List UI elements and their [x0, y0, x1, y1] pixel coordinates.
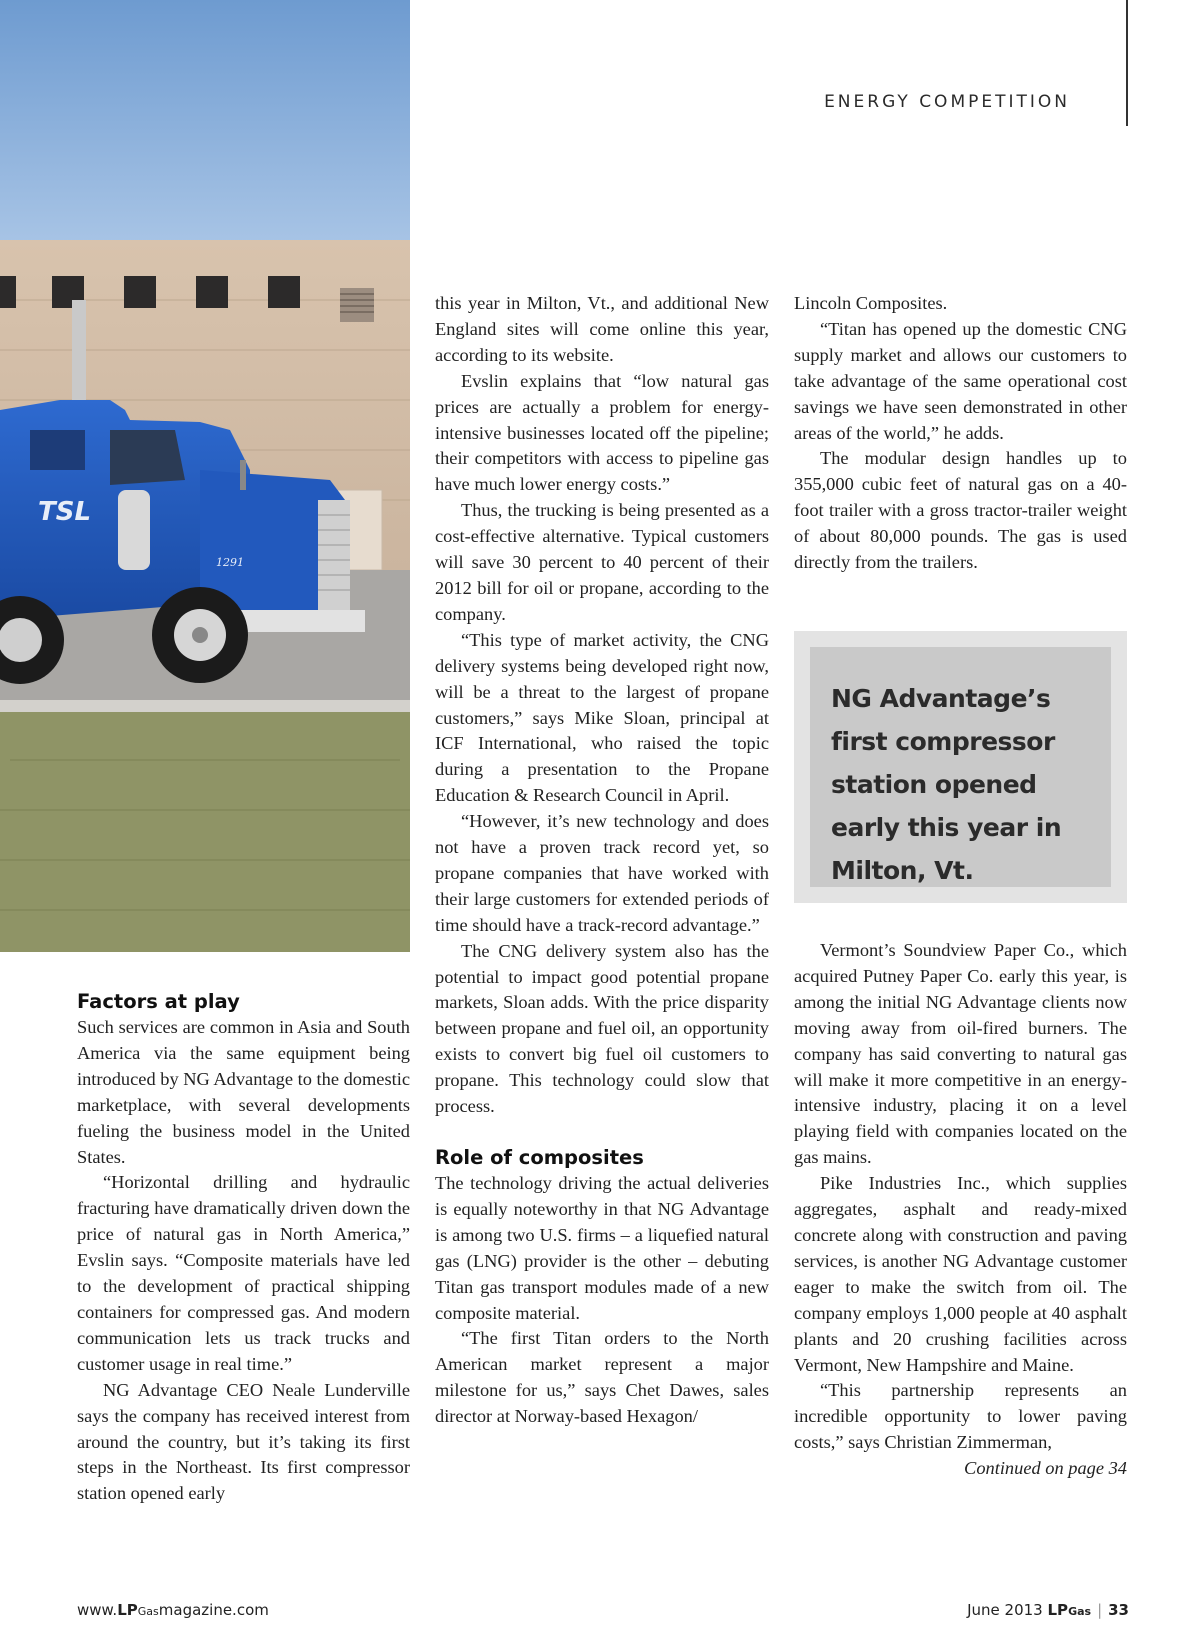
issue-date: June 2013	[967, 1601, 1043, 1619]
subheading-composites: Role of composites	[435, 1146, 644, 1169]
url-prefix: www.	[77, 1601, 118, 1619]
footer-url[interactable]	[77, 1601, 269, 1619]
paragraph: The technology driving the actual deliveries is equally noteworthy in that NG Advantage is among two U.S. firms – a liquefied natural gas (LNG) provider is the other – debuting Titan gas transport modules made of a new composite material.	[435, 1173, 769, 1323]
brand-gas: Gas	[1068, 1605, 1092, 1618]
paragraph: Vermont’s Soundview Paper Co., which acquired Putney Paper Co. early this year, is among the initial NG Advantage clients now moving away from oil-fired burners. The company has said converting to natural gas will make it more competitive in an energy-intensive industry, placing it on a level playing field with companies located on the gas mains.	[794, 940, 1127, 1168]
folio-separator: |	[1097, 1601, 1103, 1619]
pull-quote-inner	[810, 647, 1111, 887]
column-3-top	[794, 291, 1127, 576]
truck-logo: TSL	[38, 497, 92, 527]
brand-lp: LP	[1047, 1601, 1069, 1619]
header-divider	[1126, 0, 1128, 126]
paragraph: Such services are common in Asia and South America via the same equipment being introduced by NG Advantage to the domestic marketplace, with several developments fueling the business model in the United States.	[77, 1017, 410, 1167]
paragraph: The CNG delivery system also has the potential to impact good potential propane markets, Sloan adds. With the price disparity between propane and fuel oil, an opportunity exists to convert big fuel oil customers to propane. This technology could slow that process.	[435, 940, 769, 1117]
url-lp: LP	[117, 1601, 138, 1619]
url-gas: Gas	[137, 1605, 159, 1618]
url-suffix: magazine.com	[158, 1601, 269, 1619]
paragraph: “This type of market activity, the CNG delivery systems being developed right now, will be a threat to the largest of propane customers,” says Mike Sloan, principal at ICF International, who raised the topic during a presentation to the Propane Education & Research Council in April.	[435, 629, 769, 806]
continued-link[interactable]: Continued on page 34	[964, 1458, 1127, 1479]
column-3-bottom	[794, 938, 1127, 1482]
section-label: ENERGY COMPETITION	[824, 92, 1070, 112]
column-2	[435, 291, 769, 1430]
truck-photo	[0, 0, 410, 952]
paragraph: “This partnership represents an incredible opportunity to lower paving costs,” says Christian Zimmerman,	[794, 1380, 1127, 1453]
truck-number: 1291	[216, 556, 244, 569]
pull-quote-box	[794, 631, 1127, 903]
subheading-factors: Factors at play	[77, 990, 240, 1013]
paragraph: NG Advantage CEO Neale Lunderville says the company has received interest from around the country, but it’s taking its first steps in the Northeast. Its first compressor station opened early	[77, 1379, 410, 1504]
footer-folio	[967, 1601, 1129, 1619]
paragraph: The modular design handles up to 355,000 cubic feet of natural gas on a 40-foot trailer with a gross tractor-trailer weight of about 80,000 pounds. The gas is used directly from the trailers.	[794, 448, 1127, 573]
paragraph: Thus, the trucking is being presented as a cost-effective alternative. Typical customers will save 30 percent to 40 percent of their 2012 bill for oil or propane, according to the company.	[435, 500, 769, 624]
paragraph: “However, it’s new technology and does not have a proven track record yet, so propane companies that have worked with their large customers for extended periods of time should have a track-record advantage.”	[435, 811, 769, 935]
paragraph: Lincoln Composites.	[794, 293, 948, 313]
pull-quote: NG Advantage’s first compressor station opened early this year in Milton, Vt.	[831, 684, 1062, 885]
paragraph: this year in Milton, Vt., and additional New England sites will come online this year, according to its website.	[435, 293, 769, 365]
paragraph: Evslin explains that “low natural gas prices are actually a problem for energy-intensive businesses located off the pipeline; their competitors with access to pipeline gas have much lower energy costs.”	[435, 370, 769, 495]
paragraph: “Titan has opened up the domestic CNG supply market and allows our customers to take advantage of the same operational cost savings we have seen demonstrated in other areas of the world,” he adds.	[794, 318, 1127, 443]
paragraph: Pike Industries Inc., which supplies aggregates, asphalt and ready-mixed concrete along with construction and paving services, is another NG Advantage customer eager to make the switch from oil. The company employs 1,000 people at 40 asphalt plants and 20 crushing facilities across Vermont, New Hampshire and Maine.	[794, 1173, 1127, 1375]
paragraph: “Horizontal drilling and hydraulic fracturing have dramatically driven down the price of natural gas in North America,” Evslin says. “Composite materials have led to the development of practical shipping containers for compressed gas. And modern communication lets us track trucks and customer usage in real time.”	[77, 1172, 410, 1374]
paragraph: “The first Titan orders to the North American market represent a major milestone for us,” says Chet Dawes, sales director at Norway-based Hexagon/	[435, 1328, 769, 1427]
page-number: 33	[1108, 1601, 1129, 1619]
column-1	[77, 988, 410, 1507]
